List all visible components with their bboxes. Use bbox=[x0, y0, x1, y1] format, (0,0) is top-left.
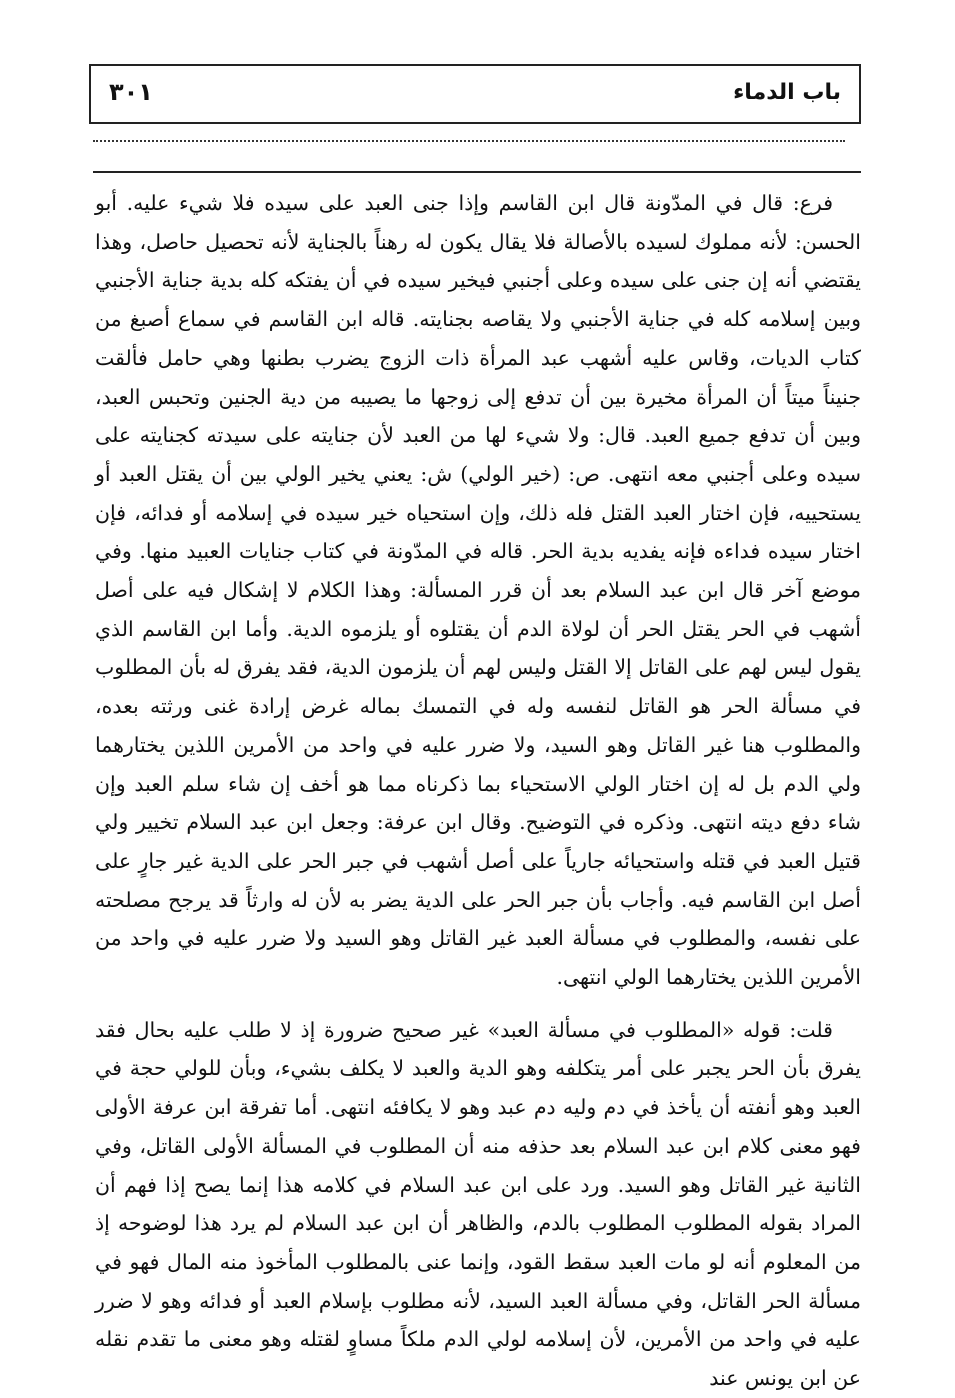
paragraph-1: فرع: قال في المدّونة قال ابن القاسم وإذا جنى العبد على سيده فلا شيء عليه. أبو الحسن: لأنه مملوك لسيده بالأصالة فلا يقال يكون له رهناً بالجناية لأنه تحصيل حاصل، وهذا يقتضي أنه إن جنى على سيده وعلى أجنبي فيخير سيده في أن يفتكه كله بدية جناية الأجنبي وبين إسلامه كله في جناية الأجنبي ولا يقاصه بجنايته. قاله ابن القاسم في سماع أصبغ من كتاب الديات، وقاس عليه أشهب عبد المرأة ذات الزوج يضرب بطنها وهي حامل فألقت جنيناً ميتاً أن المرأة مخيرة بين أن تدفع إلى زوجها ما يصيبه من دية الجنين وتحبس العبد، وبين أن تدفع جميع العبد. قال: ولا شيء لها من العبد لأن جنايته على سيدته كجنايته على سيده وعلى أجنبي معه انتهى. ص: (خير الولي) ش: يعني يخير الولي بين أن يقتل العبد أو يستحييه، فإن اختار العبد القتل فله ذلك، وإن استحياه خير سيده في إسلامه أو فدائه، فإن اختار سيده فداءه فإنه يفديه بدية الحر. قاله في المدّونة في كتاب جنايات العبيد منها. وفي موضع آخر قال ابن عبد السلام بعد أن قرر المسألة: وهذا الكلام لا إشكال فيه على أصل أشهب في الحر يقتل الحر أن لولاة الدم أن يقتلوه أو يلزموه الدية. وأما ابن القاسم الذي يقول ليس لهم على القاتل إلا القتل وليس لهم أن يلزمون الدية، فقد يفرق له بأن المطلوب في مسألة الحر هو القاتل لنفسه وله في التمسك بماله غرض إرادة غنى ورثته بعده، والمطلوب هنا غير القاتل وهو السيد، ولا ضرر عليه في واحد من الأمرين اللذين يختارهما ولي الدم بل له إن اختار الولي الاستحياء بما ذكرناه مما هو أخف إن شاء سلم العبد وإن شاء دفع ديته انتهى. وذكره في التوضيح. وقال ابن عرفة: وجعل ابن عبد السلام تخيير ولي قتيل العبد في قتله واستحيائه جارياً على أصل أشهب في جبر الحر على الدية غير جارٍ على أصل ابن القاسم فيه. وأجاب بأن جبر الحر على الدية يضر به لأن له وارثاً قد يرجح مصلحته على نفسه، والمطلوب في مسألة العبد غير القاتل وهو السيد ولا ضرر عليه في واحد من الأمرين اللذين يختارهما الولي انتهى. bbox=[95, 191, 861, 990]
paragraph-2: قلت: قوله «المطلوب في مسألة العبد» غير صحيح ضرورة إذ لا طلب عليه بحال فقد يفرق بأن الحر يجبر على أمر يتكلفه وهو الدية والعبد لا يكلف بشيء، وبأن للولي حجة في العبد وهو أنفته أن يأخذ في دم وليه دم عبد وهو لا يكافئه انتهى. أما تفرقة ابن عرفة الأولى فهو معنى كلام ابن عبد السلام بعد حذفه منه أن المطلوب في المسألة الأولى القاتل، وفي الثانية غير القاتل وهو السيد. ورد على ابن عبد السلام في كلامه هذا إنما يصح إذا فهم أن المراد بقوله المطلوب المطلوب بالدم، والظاهر أن ابن عبد السلام لم يرد هذا لوضوحه إذ من المعلوم أنه لو مات العبد سقط القود، وإنما عنى بالمطلوب المأخوذ منه المال فهو في مسألة الحر القاتل، وفي مسألة العبد السيد، لأنه مطلوب بإسلام العبد أو فدائه وهو لا ضرر عليه في واحد من الأمرين، لأن إسلامه لولي الدم ملكاً مساوٍ لقتله وهو معنى ما تقدم نقله عن ابن يونس عند bbox=[95, 1017, 861, 1391]
header-rule bbox=[93, 171, 861, 173]
page-number: ٣٠١ bbox=[109, 78, 153, 106]
body-text bbox=[95, 184, 861, 1398]
dotted-separator bbox=[93, 140, 845, 142]
page-header bbox=[89, 64, 861, 124]
chapter-title: باب الدماء bbox=[733, 80, 841, 105]
